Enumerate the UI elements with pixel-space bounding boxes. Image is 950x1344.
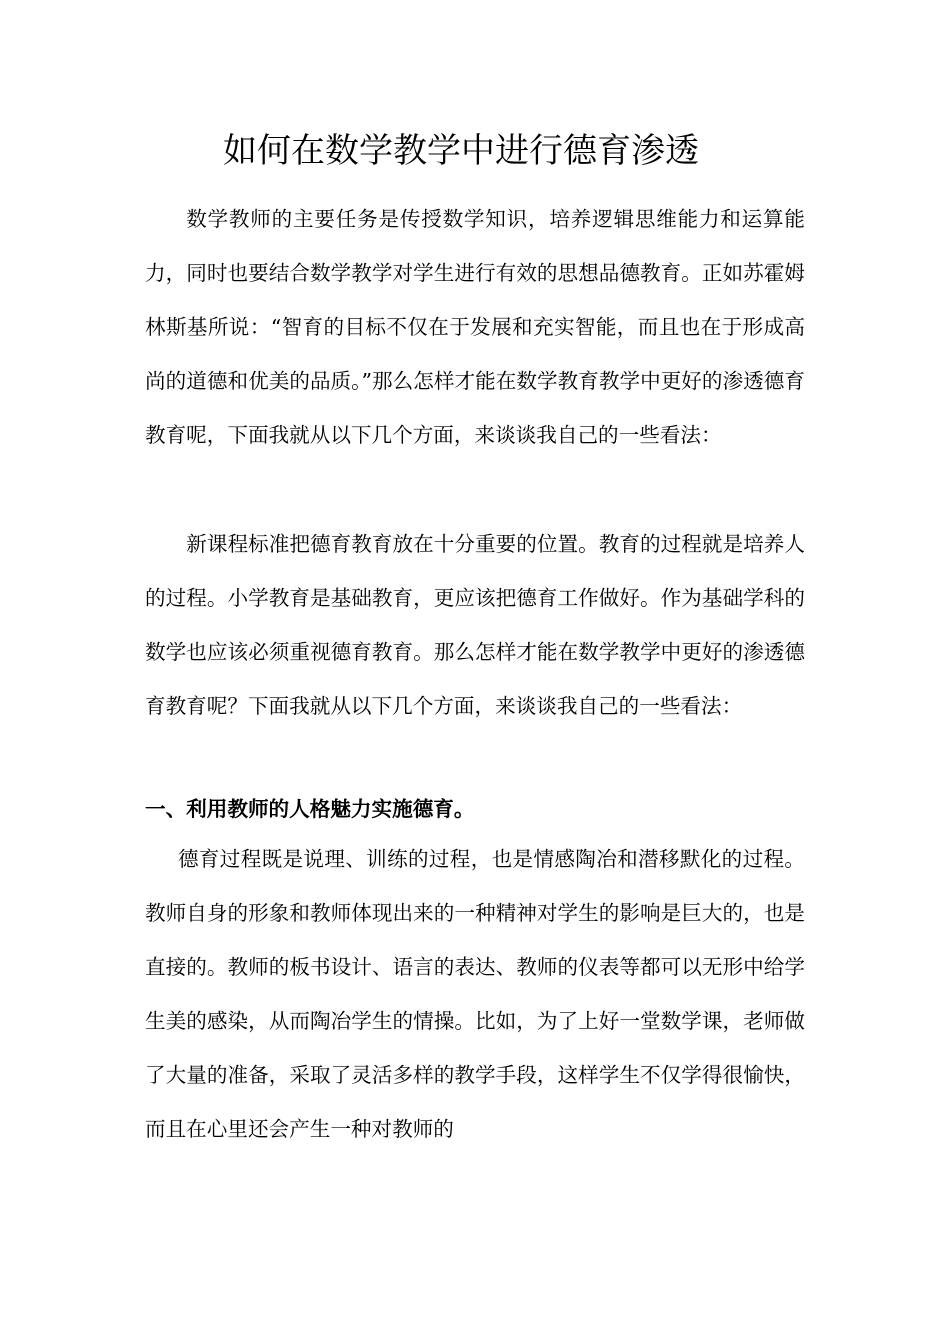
- section-heading: 一、利用教师的人格魅力实施德育。: [145, 797, 475, 821]
- document-title: 如何在数学教学中进行德育渗透: [223, 131, 699, 171]
- second-paragraph: 新课程标准把德育教育放在十分重要的位置。教育的过程就是培养人的过程。小学教育是基础教育，更应该把德育工作做好。作为基础学科的数学也应该必须重视德育教育。那么怎样才能在数学教学中更好的渗透德育教育呢？下面我就从以下几个方面，来谈谈我自己的一些看法：: [145, 532, 805, 718]
- section-paragraph: 德育过程既是说理、训练的过程，也是情感陶冶和潜移默化的过程。教师自身的形象和教师体现出来的一种精神对学生的影响是巨大的，也是直接的。教师的板书设计、语言的表达、教师的仪表等都可以无形中给学生美的感染，从而陶冶学生的情操。比如，为了上好一堂数学课，老师做了大量的准备，采取了灵活多样的教学手段，这样学生不仅学得很愉快，而且在心里还会产生一种对教师的: [145, 847, 805, 1141]
- intro-paragraph: 数学教师的主要任务是传授数学知识，培养逻辑思维能力和运算能力，同时也要结合数学教学对学生进行有效的思想品德教育。正如苏霍姆林斯基所说：“智育的目标不仅在于发展和充实智能，而且也在于形成高尚的道德和优美的品质。”那么怎样才能在数学教育教学中更好的渗透德育教育呢，下面我就从以下几个方面，来谈谈我自己的一些看法：: [145, 207, 805, 447]
